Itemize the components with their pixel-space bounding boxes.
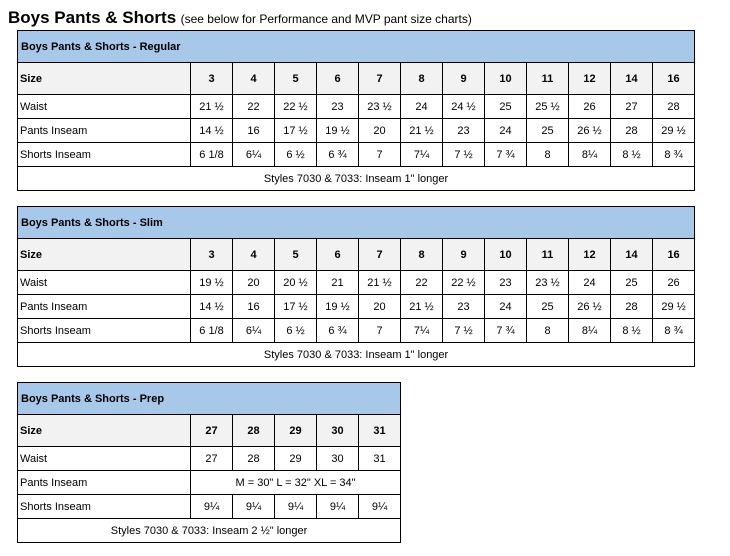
value-cell: 23 ½	[359, 95, 401, 119]
value-cell: 31	[359, 447, 401, 471]
size-cell: 11	[527, 239, 569, 271]
value-cell: 20 ½	[275, 271, 317, 295]
value-cell: 6 1/8	[191, 143, 233, 167]
waist-row	[18, 447, 401, 471]
value-cell: 14 ½	[191, 119, 233, 143]
value-cell: 28	[233, 447, 275, 471]
value-cell: 29	[275, 447, 317, 471]
value-cell: 6 1/8	[191, 319, 233, 343]
row-label: Shorts Inseam	[18, 495, 191, 519]
value-cell: 23	[485, 271, 527, 295]
table-note: Styles 7030 & 7033: Inseam 1" longer	[18, 343, 695, 367]
shorts-inseam-row	[18, 319, 695, 343]
value-cell: 7	[359, 143, 401, 167]
value-cell: 9¼	[233, 495, 275, 519]
row-label: Pants Inseam	[18, 119, 191, 143]
value-cell: 21 ½	[191, 95, 233, 119]
pants-inseam-row	[18, 295, 695, 319]
value-cell: 7	[359, 319, 401, 343]
size-cell: 3	[191, 239, 233, 271]
value-cell: 8 ¾	[653, 319, 695, 343]
size-cell: 4	[233, 63, 275, 95]
value-cell: 22 ½	[443, 271, 485, 295]
row-label: Waist	[18, 95, 191, 119]
value-cell: 9¼	[317, 495, 359, 519]
value-cell: 26	[653, 271, 695, 295]
size-cell: 5	[275, 63, 317, 95]
value-cell: 8 ½	[611, 143, 653, 167]
page-subtitle: (see below for Performance and MVP pant size charts)	[180, 12, 472, 26]
shorts-inseam-row	[18, 495, 401, 519]
value-cell: 24	[485, 295, 527, 319]
table-note: Styles 7030 & 7033: Inseam 2 ½" longer	[18, 519, 401, 543]
value-cell: 26 ½	[569, 119, 611, 143]
value-cell: 25 ½	[527, 95, 569, 119]
value-cell: 8¼	[569, 319, 611, 343]
value-cell: 9¼	[359, 495, 401, 519]
size-cell: 12	[569, 63, 611, 95]
size-cell: 14	[611, 239, 653, 271]
value-cell: 23	[317, 95, 359, 119]
value-cell: 23	[443, 119, 485, 143]
value-cell: 22 ½	[275, 95, 317, 119]
value-cell: 20	[359, 295, 401, 319]
row-label: Pants Inseam	[18, 471, 191, 495]
value-cell: 21 ½	[359, 271, 401, 295]
value-cell: 7 ½	[443, 319, 485, 343]
value-cell: 7 ¾	[485, 319, 527, 343]
size-row	[18, 239, 695, 271]
value-cell: 6 ¾	[317, 143, 359, 167]
value-cell: 28	[611, 295, 653, 319]
value-cell: 26 ½	[569, 295, 611, 319]
value-cell: 29 ½	[653, 295, 695, 319]
size-cell: 31	[359, 415, 401, 447]
value-cell: 17 ½	[275, 295, 317, 319]
shorts-inseam-row	[18, 143, 695, 167]
value-cell: 27	[611, 95, 653, 119]
value-cell: 7¼	[401, 319, 443, 343]
prep-table-title: Boys Pants & Shorts - Prep	[18, 383, 401, 415]
size-cell: 29	[275, 415, 317, 447]
row-label: Size	[18, 415, 191, 447]
value-cell: 20	[359, 119, 401, 143]
size-cell: 8	[401, 63, 443, 95]
value-cell: 6 ½	[275, 143, 317, 167]
merged-value-cell: M = 30" L = 32" XL = 34"	[191, 471, 401, 495]
regular-table-title: Boys Pants & Shorts - Regular	[18, 31, 695, 63]
size-cell: 9	[443, 239, 485, 271]
size-cell: 8	[401, 239, 443, 271]
value-cell: 24 ½	[443, 95, 485, 119]
size-cell: 10	[485, 63, 527, 95]
table-note: Styles 7030 & 7033: Inseam 1" longer	[18, 167, 695, 191]
value-cell: 29 ½	[653, 119, 695, 143]
size-cell: 10	[485, 239, 527, 271]
value-cell: 8	[527, 319, 569, 343]
value-cell: 16	[233, 119, 275, 143]
row-label: Pants Inseam	[18, 295, 191, 319]
value-cell: 20	[233, 271, 275, 295]
row-label: Size	[18, 63, 191, 95]
size-cell: 6	[317, 239, 359, 271]
value-cell: 6¼	[233, 143, 275, 167]
size-row	[18, 63, 695, 95]
size-cell: 5	[275, 239, 317, 271]
size-cell: 30	[317, 415, 359, 447]
row-label: Waist	[18, 271, 191, 295]
value-cell: 23 ½	[527, 271, 569, 295]
size-cell: 28	[233, 415, 275, 447]
value-cell: 14 ½	[191, 295, 233, 319]
value-cell: 28	[611, 119, 653, 143]
page-title-main: Boys Pants & Shorts	[8, 8, 177, 27]
regular-size-table	[17, 30, 695, 191]
slim-table-title: Boys Pants & Shorts - Slim	[18, 207, 695, 239]
value-cell: 21 ½	[401, 295, 443, 319]
size-cell: 7	[359, 63, 401, 95]
value-cell: 16	[233, 295, 275, 319]
value-cell: 24	[485, 119, 527, 143]
value-cell: 7¼	[401, 143, 443, 167]
value-cell: 7 ½	[443, 143, 485, 167]
row-label: Waist	[18, 447, 191, 471]
value-cell: 26	[569, 95, 611, 119]
waist-row	[18, 271, 695, 295]
size-cell: 12	[569, 239, 611, 271]
value-cell: 21 ½	[401, 119, 443, 143]
value-cell: 25	[527, 119, 569, 143]
value-cell: 6 ½	[275, 319, 317, 343]
row-label: Shorts Inseam	[18, 319, 191, 343]
page-title	[8, 8, 472, 28]
size-cell: 6	[317, 63, 359, 95]
pants-inseam-row	[18, 119, 695, 143]
value-cell: 24	[569, 271, 611, 295]
value-cell: 25	[611, 271, 653, 295]
value-cell: 6 ¾	[317, 319, 359, 343]
waist-row	[18, 95, 695, 119]
value-cell: 6¼	[233, 319, 275, 343]
value-cell: 19 ½	[317, 295, 359, 319]
value-cell: 8	[527, 143, 569, 167]
size-cell: 4	[233, 239, 275, 271]
value-cell: 22	[233, 95, 275, 119]
value-cell: 19 ½	[317, 119, 359, 143]
value-cell: 8 ½	[611, 319, 653, 343]
value-cell: 30	[317, 447, 359, 471]
size-cell: 14	[611, 63, 653, 95]
size-cell: 11	[527, 63, 569, 95]
row-label: Size	[18, 239, 191, 271]
size-cell: 7	[359, 239, 401, 271]
value-cell: 9¼	[275, 495, 317, 519]
value-cell: 17 ½	[275, 119, 317, 143]
pants-inseam-row	[18, 471, 401, 495]
value-cell: 21	[317, 271, 359, 295]
size-cell: 9	[443, 63, 485, 95]
value-cell: 8 ¾	[653, 143, 695, 167]
size-row	[18, 415, 401, 447]
value-cell: 7 ¾	[485, 143, 527, 167]
value-cell: 28	[653, 95, 695, 119]
row-label: Shorts Inseam	[18, 143, 191, 167]
value-cell: 22	[401, 271, 443, 295]
value-cell: 27	[191, 447, 233, 471]
slim-size-table	[17, 206, 695, 367]
value-cell: 24	[401, 95, 443, 119]
size-cell: 16	[653, 63, 695, 95]
prep-size-table	[17, 382, 401, 543]
value-cell: 23	[443, 295, 485, 319]
value-cell: 25	[527, 295, 569, 319]
value-cell: 8¼	[569, 143, 611, 167]
value-cell: 25	[485, 95, 527, 119]
size-cell: 16	[653, 239, 695, 271]
size-cell: 27	[191, 415, 233, 447]
size-cell: 3	[191, 63, 233, 95]
value-cell: 9¼	[191, 495, 233, 519]
value-cell: 19 ½	[191, 271, 233, 295]
